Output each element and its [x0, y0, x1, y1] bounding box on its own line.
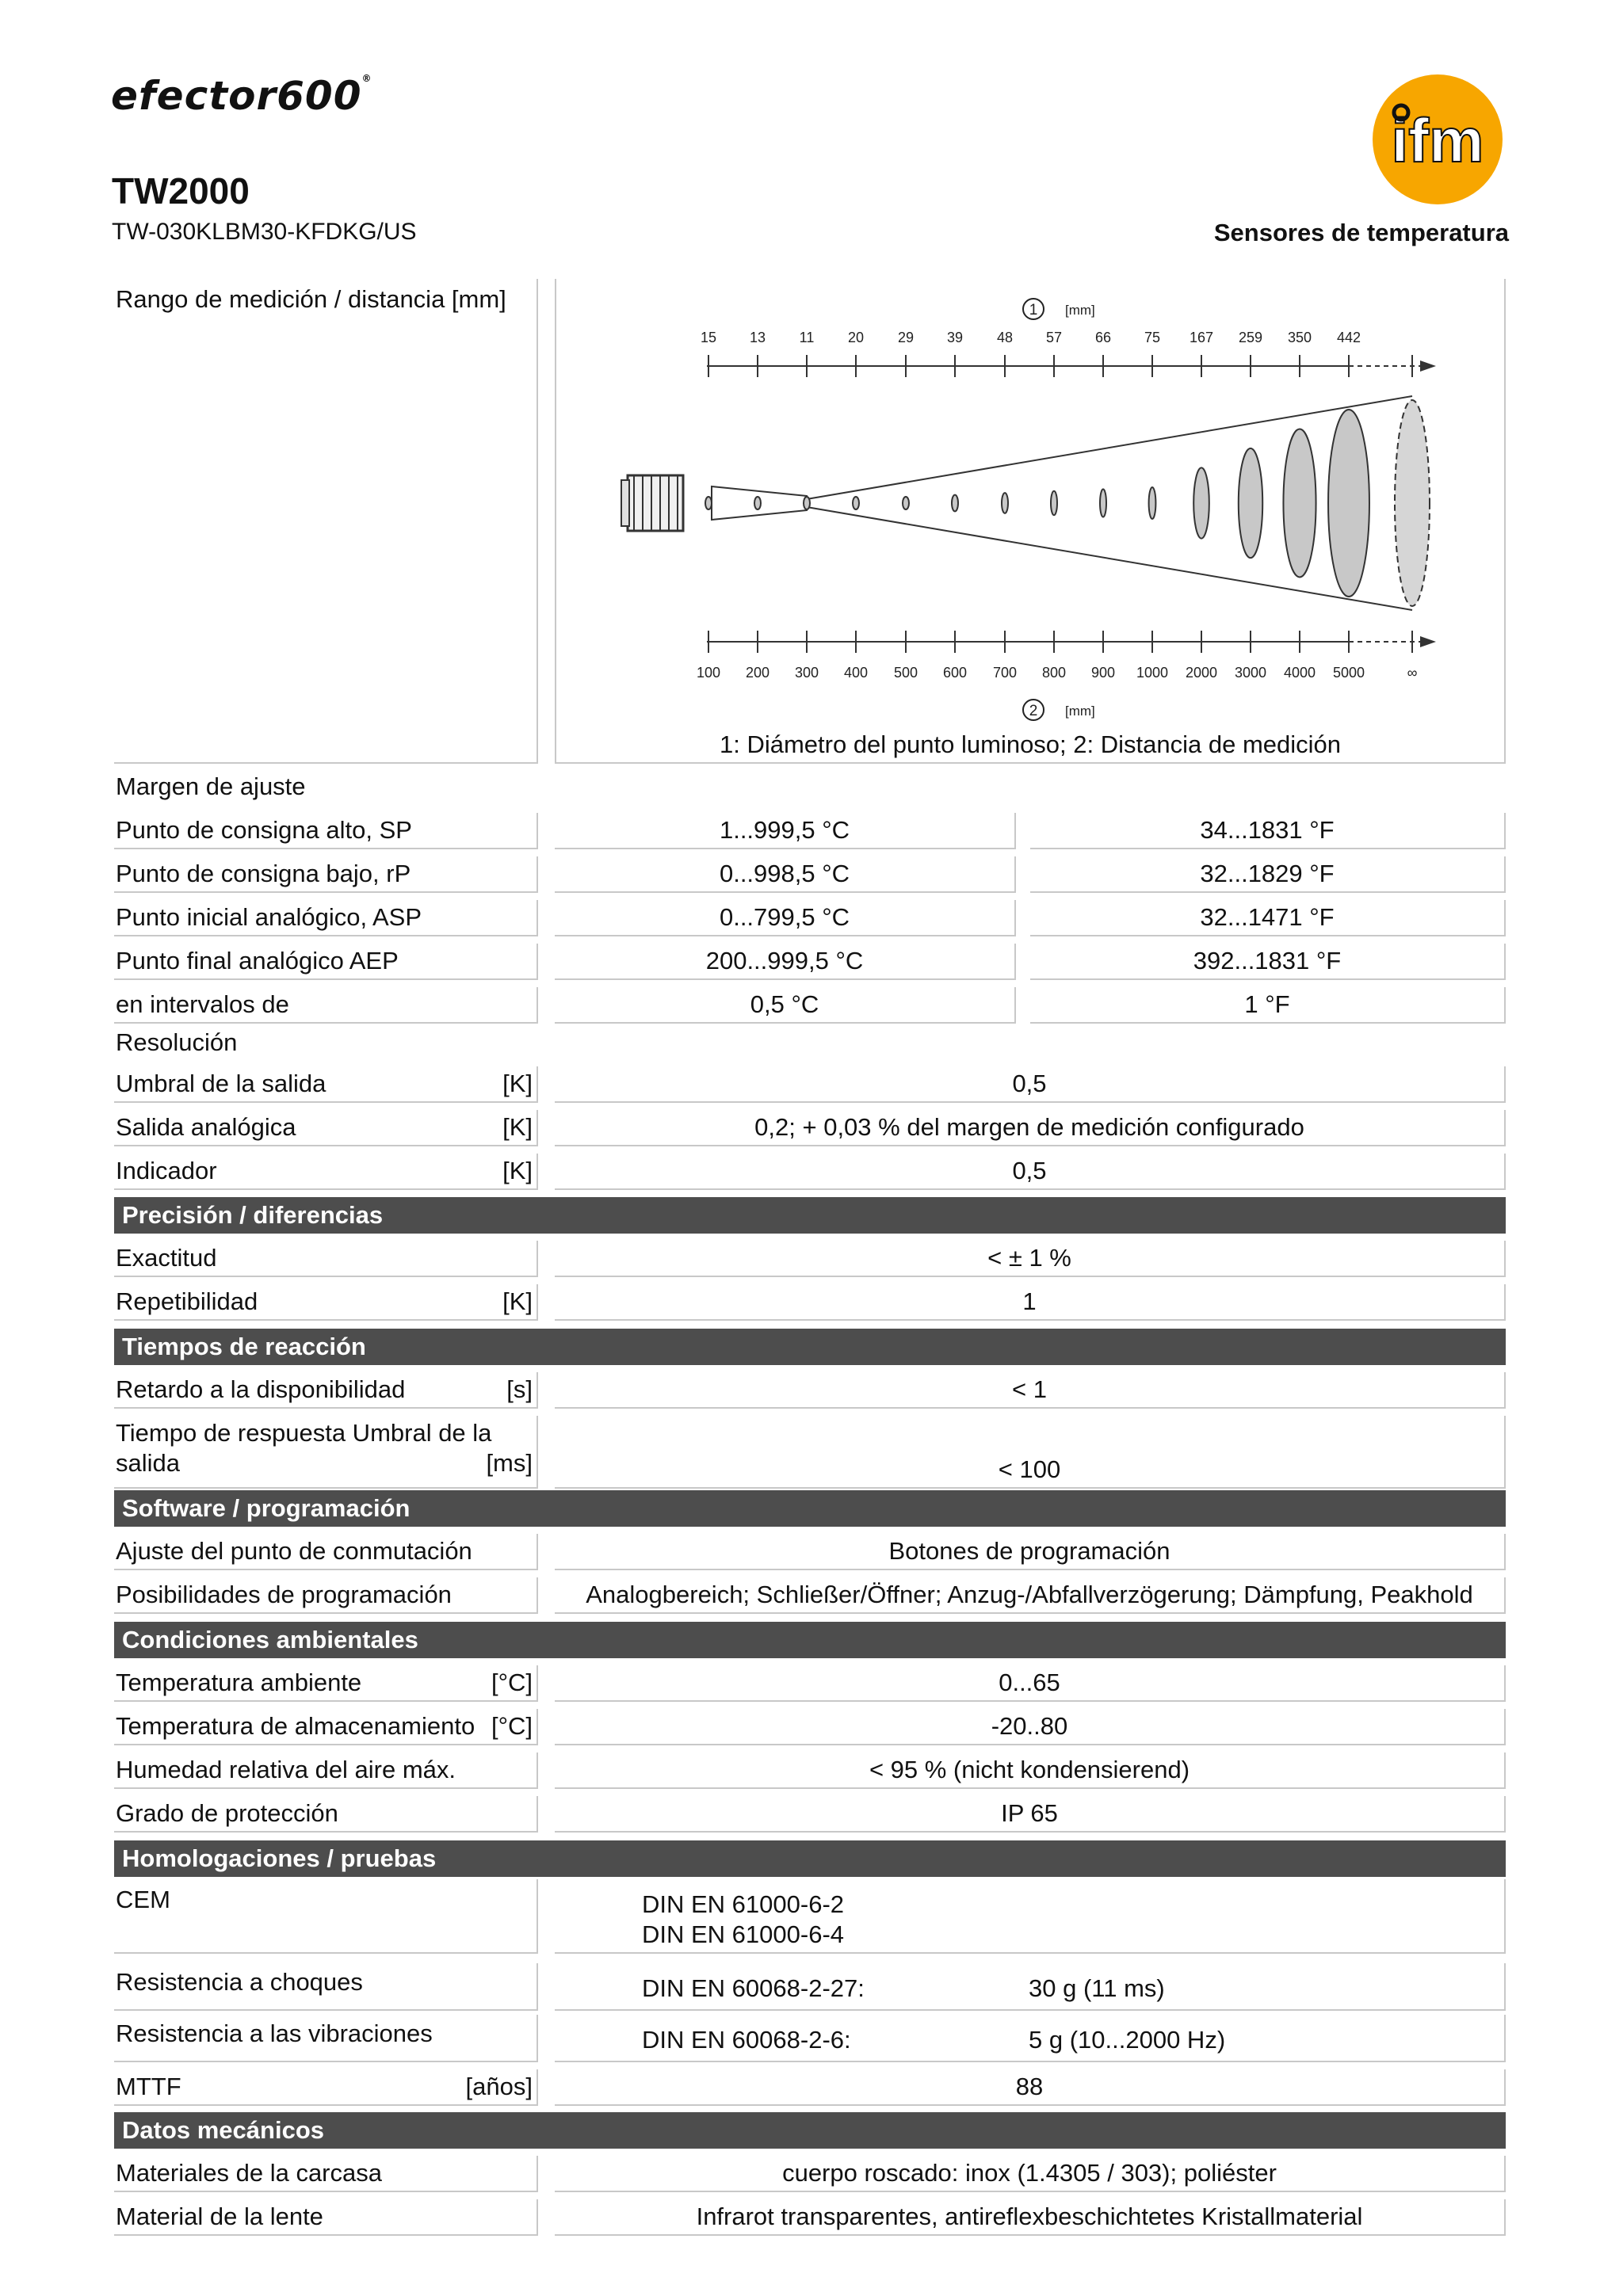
- section-reaction: Tiempos de reacción: [114, 1329, 1506, 1365]
- distance-label: ∞: [1407, 665, 1418, 681]
- sensor-body: [628, 475, 683, 531]
- measuring-spot: [853, 497, 859, 509]
- distance-label: 5000: [1332, 665, 1365, 681]
- distance-label: 800: [1041, 665, 1067, 681]
- beam-lower: [807, 507, 1412, 610]
- cem-standard-1: DIN EN 61000-6-2: [642, 1890, 845, 1918]
- distance-label: 500: [893, 665, 918, 681]
- distance-label: 2000: [1185, 665, 1218, 681]
- bottom-axis-arrow: [1420, 636, 1436, 647]
- adjust-row: [114, 900, 1506, 936]
- measuring-spot-infinite: [1395, 400, 1430, 606]
- adjust-label: Punto final analógico AEP: [116, 947, 399, 974]
- spot-diameter-label: 20: [847, 330, 865, 345]
- spec-row: [114, 2156, 1506, 2192]
- spec-value: -20..80: [555, 1709, 1506, 1745]
- measuring-spot: [754, 497, 761, 509]
- spot-diameter-label: 39: [946, 330, 964, 345]
- spec-value: 0...65: [555, 1665, 1506, 1702]
- measuring-range-diagram: [555, 279, 1506, 764]
- measuring-spot: [952, 495, 958, 512]
- fahrenheit-value: 32...1471 °F: [1030, 900, 1506, 936]
- section-mechanical: Datos mecánicos: [114, 2112, 1506, 2149]
- adjust-row: [114, 856, 1506, 893]
- spec-row: [114, 1110, 1506, 1146]
- adjust-title: Margen de ajuste: [116, 772, 306, 800]
- spec-label: Temperatura de almacenamiento: [116, 1712, 475, 1740]
- spot-diameter-label: 48: [996, 330, 1014, 345]
- celsius-value: 1...999,5 °C: [555, 813, 1016, 849]
- spec-label-line2: salida: [116, 1449, 180, 1477]
- distance-label: 300: [794, 665, 819, 681]
- spec-row: [114, 1241, 1506, 1277]
- spec-row: [114, 1534, 1506, 1570]
- measuring-spot: [1149, 487, 1156, 519]
- marker-1-label: 1: [1029, 302, 1038, 318]
- spec-unit: [K]: [502, 1070, 533, 1097]
- spec-row: [114, 1577, 1506, 1614]
- spot-diameter-label: 66: [1094, 330, 1112, 345]
- celsius-value: 0...998,5 °C: [555, 856, 1016, 893]
- ifm-logo: [1371, 73, 1504, 206]
- shock-row: [114, 1963, 1506, 2011]
- spec-label: Indicador: [116, 1157, 217, 1184]
- adjust-label: en intervalos de: [116, 990, 289, 1018]
- resolution-title: Resolución: [116, 1028, 238, 1056]
- cem-standard-2: DIN EN 61000-6-4: [642, 1920, 845, 1948]
- distance-label: 200: [745, 665, 770, 681]
- measuring-spot: [1193, 467, 1209, 538]
- fahrenheit-value: 1 °F: [1030, 987, 1506, 1024]
- spec-label: Temperatura ambiente: [116, 1669, 362, 1696]
- spec-value: < 1: [555, 1372, 1506, 1409]
- measuring-spot: [1051, 491, 1057, 515]
- measuring-spot: [705, 497, 712, 509]
- distance-label: 3000: [1234, 665, 1267, 681]
- cem-row: [114, 1879, 1506, 1954]
- adjust-row: [114, 987, 1506, 1024]
- vibration-value: 5 g (10...2000 Hz): [1029, 2026, 1226, 2054]
- brand-wordmark: efector600®: [111, 73, 372, 119]
- vibration-row: [114, 2015, 1506, 2062]
- spec-row: [114, 1284, 1506, 1321]
- spec-value: 1: [555, 1284, 1506, 1321]
- spec-label: Material de la lente: [116, 2203, 323, 2230]
- spec-row: [114, 1796, 1506, 1833]
- adjust-label: Punto de consigna bajo, rP: [116, 860, 411, 887]
- beam-upper: [807, 396, 1412, 499]
- shock-standard: DIN EN 60068-2-27:: [642, 1974, 865, 2002]
- spot-diameter-label: 13: [749, 330, 766, 345]
- spec-value: 0,5: [555, 1066, 1506, 1103]
- sensor-nut: [621, 480, 629, 526]
- mttf-row: [114, 2069, 1506, 2106]
- cem-label: CEM: [116, 1886, 170, 1913]
- measuring-spot: [1239, 448, 1262, 558]
- measuring-spot: [903, 497, 909, 509]
- spec-label: Grado de protección: [116, 1799, 338, 1827]
- spec-value: Analogbereich; Schließer/Öffner; Anzug-/Abfallverzögerung; Dämpfung, Peakhold: [555, 1577, 1506, 1614]
- fahrenheit-value: 32...1829 °F: [1030, 856, 1506, 893]
- spot-diameter-label: 57: [1045, 330, 1063, 345]
- spot-diameter-label: 75: [1144, 330, 1161, 345]
- measuring-spot: [804, 497, 810, 509]
- spec-label: Salida analógica: [116, 1113, 296, 1141]
- distance-label: 700: [992, 665, 1018, 681]
- fahrenheit-value: 392...1831 °F: [1030, 944, 1506, 980]
- spec-value: 0,2; + 0,03 % del margen de medición configurado: [555, 1110, 1506, 1146]
- section-precision: Precisión / diferencias: [114, 1197, 1506, 1234]
- celsius-value: 0,5 °C: [555, 987, 1016, 1024]
- spec-value: Infrarot transparentes, antireflexbeschichtetes Kristallmaterial: [555, 2199, 1506, 2236]
- spec-unit: [K]: [502, 1113, 533, 1141]
- distance-label: 4000: [1283, 665, 1316, 681]
- measuring-spot: [1283, 429, 1316, 578]
- spec-label: Retardo a la disponibilidad: [116, 1375, 406, 1403]
- spec-unit: [K]: [502, 1287, 533, 1315]
- mttf-label: MTTF: [116, 2073, 181, 2100]
- spec-label: Materiales de la carcasa: [116, 2159, 382, 2187]
- spec-value: < 95 % (nicht kondensierend): [555, 1753, 1506, 1789]
- section-approvals: Homologaciones / pruebas: [114, 1840, 1506, 1877]
- spec-label: Humedad relativa del aire máx.: [116, 1756, 456, 1783]
- spot-diameter-label: 11: [799, 330, 815, 345]
- article-number: TW-030KLBM30-KFDKG/US: [112, 219, 417, 245]
- diagram-caption: 1: Diámetro del punto luminoso; 2: Distancia de medición: [719, 730, 1342, 758]
- spec-value: IP 65: [555, 1796, 1506, 1833]
- spec-label: Umbral de la salida: [116, 1070, 327, 1097]
- section-software: Software / programación: [114, 1490, 1506, 1527]
- adjust-label: Punto de consigna alto, SP: [116, 816, 412, 844]
- mttf-value: 88: [555, 2069, 1506, 2106]
- spec-value: Botones de programación: [555, 1534, 1506, 1570]
- spot-diagram: [556, 279, 1504, 723]
- distance-label: 600: [942, 665, 968, 681]
- distance-label: 100: [696, 665, 721, 681]
- spec-row: [114, 1154, 1506, 1190]
- spec-row: [114, 1665, 1506, 1702]
- fahrenheit-value: 34...1831 °F: [1030, 813, 1506, 849]
- spec-unit: [s]: [506, 1375, 533, 1403]
- adjust-label: Punto inicial analógico, ASP: [116, 903, 422, 931]
- marker-2-label: 2: [1029, 703, 1038, 719]
- celsius-value: 0...799,5 °C: [555, 900, 1016, 936]
- adjust-row: [114, 813, 1506, 849]
- spec-unit: [°C]: [491, 1712, 533, 1740]
- spec-label: Tiempo de respuesta Umbral de la: [116, 1419, 492, 1447]
- shock-value: 30 g (11 ms): [1029, 1974, 1165, 2002]
- diagram-label: Rango de medición / distancia [mm]: [116, 285, 506, 313]
- spec-row: [114, 2199, 1506, 2236]
- celsius-value: 200...999,5 °C: [555, 944, 1016, 980]
- spot-diameter-label: 167: [1189, 330, 1214, 345]
- section-ambient: Condiciones ambientales: [114, 1622, 1506, 1658]
- spec-value: cuerpo roscado: inox (1.4305 / 303); poliéster: [555, 2156, 1506, 2192]
- spec-unit: [°C]: [491, 1669, 533, 1696]
- spec-value: < ± 1 %: [555, 1241, 1506, 1277]
- measuring-spot: [1002, 493, 1008, 513]
- distance-label: 400: [843, 665, 869, 681]
- logo-text: ifm: [1391, 105, 1484, 175]
- spec-value: 0,5: [555, 1154, 1506, 1190]
- measuring-spot: [1100, 489, 1106, 517]
- spec-unit: [K]: [502, 1157, 533, 1184]
- vibration-standard: DIN EN 60068-2-6:: [642, 2026, 851, 2054]
- shock-label: Resistencia a choques: [116, 1968, 363, 1996]
- spot-diameter-label: 15: [700, 330, 717, 345]
- marker-1-unit: [mm]: [1065, 303, 1095, 318]
- spec-row: [114, 1753, 1506, 1789]
- category-label: Sensores de temperatura: [1213, 219, 1509, 246]
- spec-label: Ajuste del punto de conmutación: [116, 1537, 472, 1565]
- spot-diameter-label: 29: [897, 330, 915, 345]
- spec-label: Repetibilidad: [116, 1287, 258, 1315]
- spec-row: [114, 1372, 1506, 1409]
- spec-unit: [ms]: [486, 1449, 533, 1477]
- spot-diameter-label: 259: [1238, 330, 1263, 345]
- spec-row: [114, 1416, 1506, 1489]
- marker-2-unit: [mm]: [1065, 704, 1095, 719]
- spec-label: Exactitud: [116, 1244, 217, 1272]
- spec-row: [114, 1066, 1506, 1103]
- distance-label: 1000: [1136, 665, 1169, 681]
- adjust-row: [114, 944, 1506, 980]
- spec-value: < 100: [555, 1416, 1506, 1489]
- distance-label: 900: [1090, 665, 1116, 681]
- spec-label: Posibilidades de programación: [116, 1581, 452, 1608]
- spec-row: [114, 1709, 1506, 1745]
- model-title: TW2000: [112, 170, 250, 212]
- top-axis-arrow: [1420, 360, 1436, 372]
- mttf-unit: [años]: [465, 2073, 533, 2100]
- spot-diameter-label: 442: [1336, 330, 1361, 345]
- vibration-label: Resistencia a las vibraciones: [116, 2019, 433, 2047]
- measuring-spot: [1328, 410, 1369, 597]
- spot-diameter-label: 350: [1287, 330, 1312, 345]
